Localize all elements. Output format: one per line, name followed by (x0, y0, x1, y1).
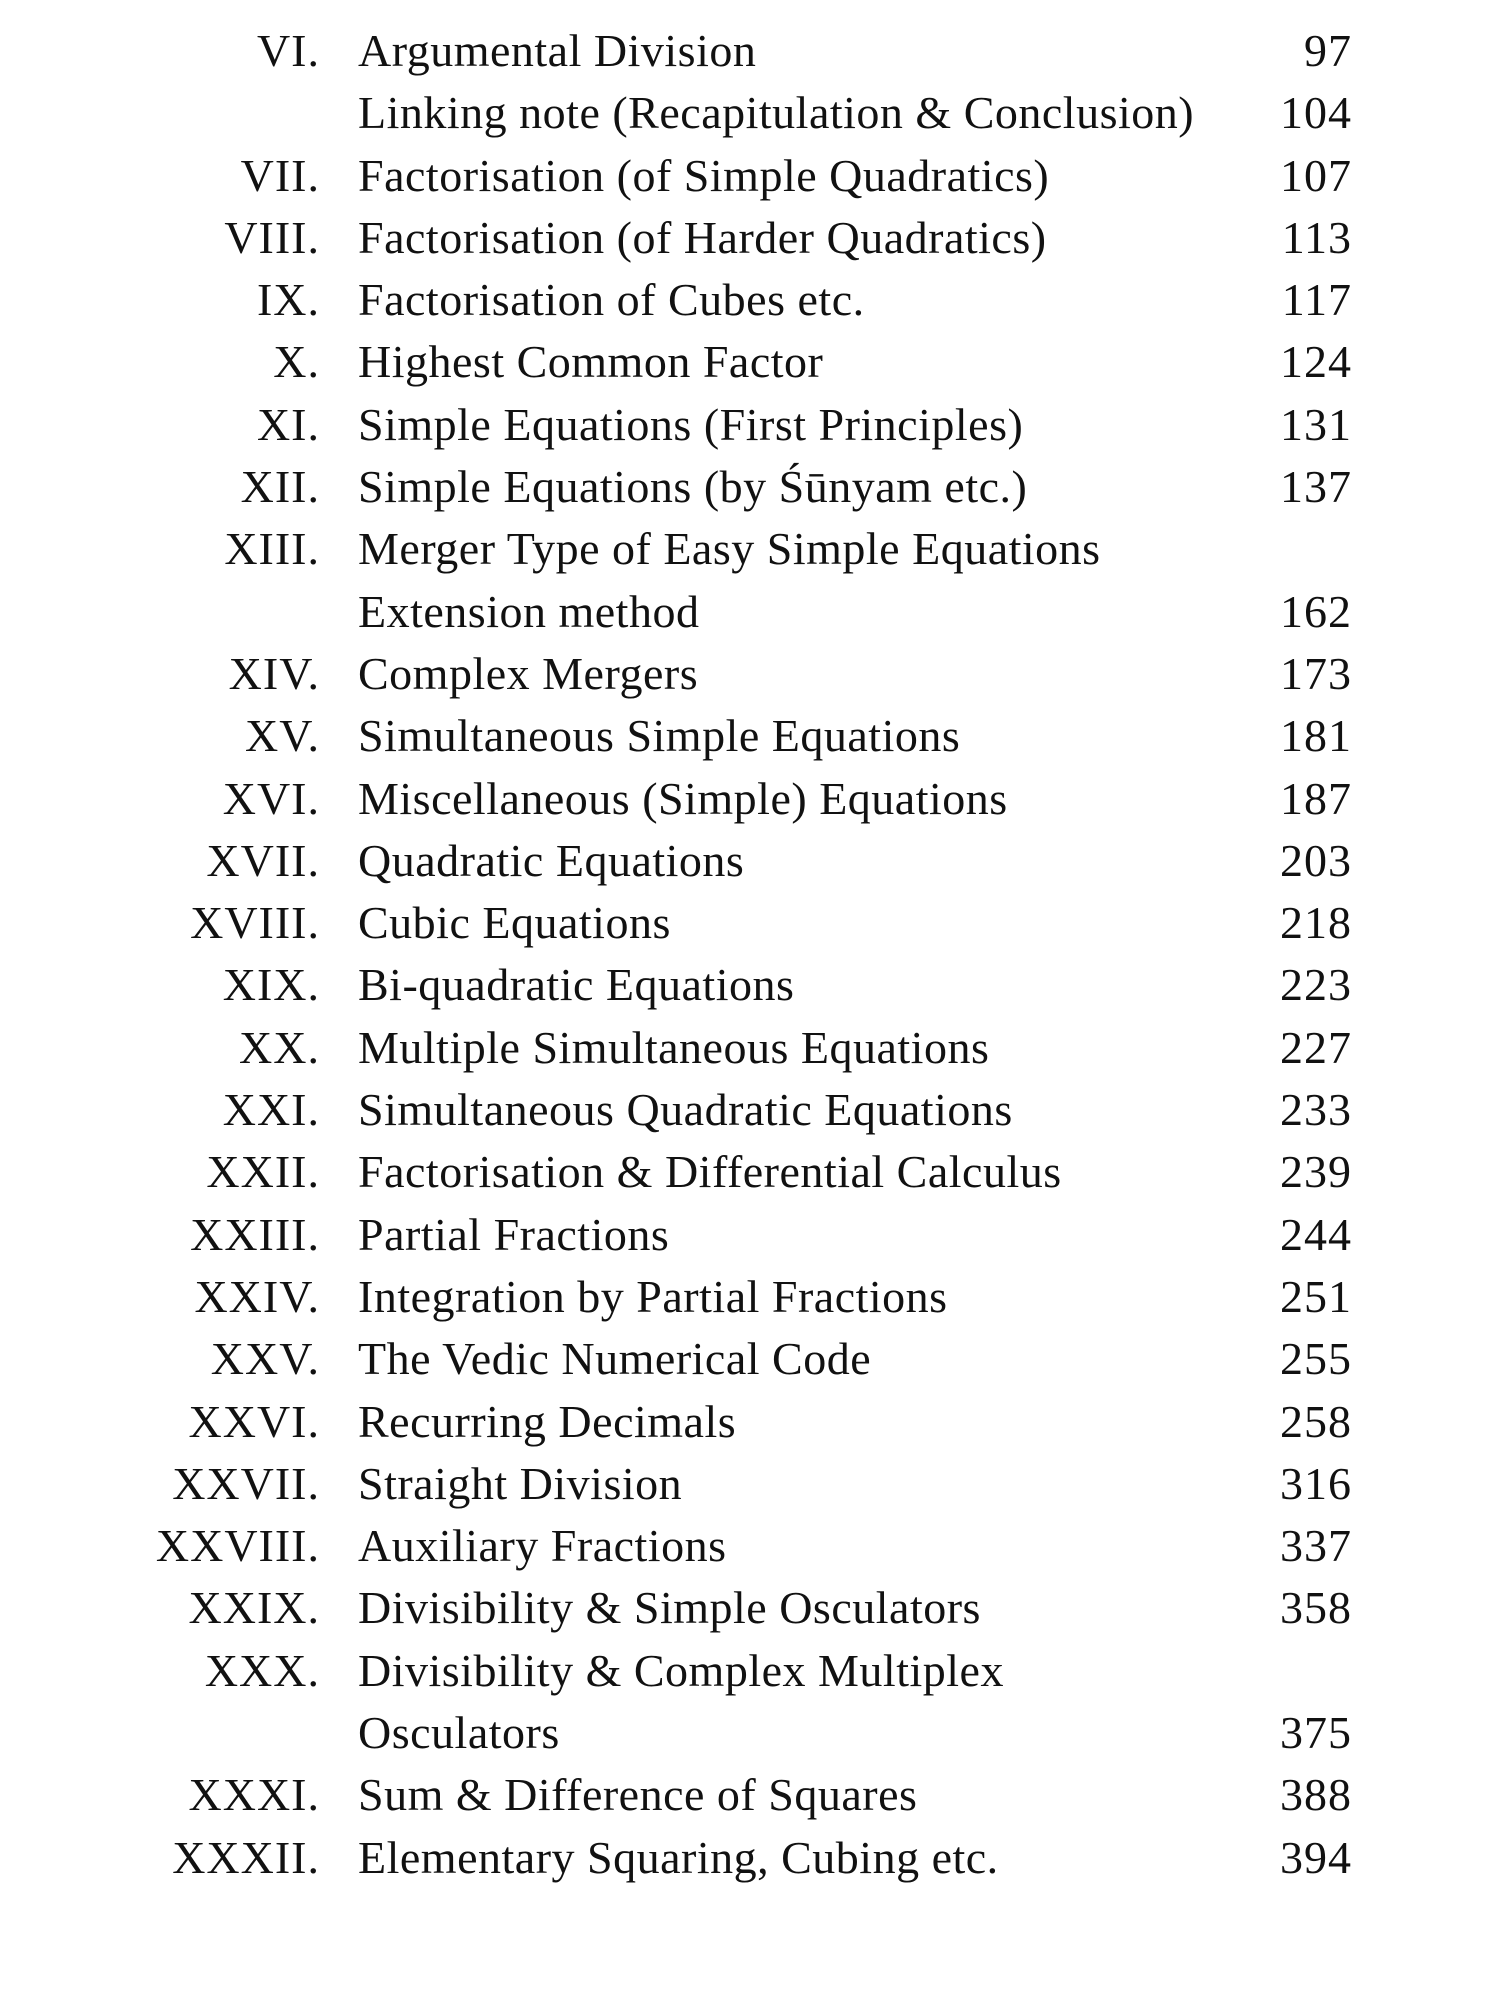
chapter-title: Multiple Simultaneous Equations (358, 1021, 990, 1073)
toc-row (0, 892, 1500, 954)
chapter-number: XXVII. (172, 1457, 320, 1509)
chapter-title: The Vedic Numerical Code (358, 1333, 872, 1385)
chapter-number: XXIX. (188, 1582, 320, 1634)
toc-row (0, 145, 1500, 207)
chapter-title: Quadratic Equations (358, 834, 745, 886)
chapter-number: XXVIII. (155, 1520, 320, 1572)
toc-row (0, 394, 1500, 456)
toc-row (0, 705, 1500, 767)
chapter-number: XVI. (222, 772, 320, 824)
chapter-title: Argumental Division (358, 25, 757, 76)
page-number: 107 (1280, 149, 1352, 201)
chapter-number: XXXI. (188, 1769, 320, 1821)
page-number: 187 (1280, 772, 1352, 824)
page-number: 244 (1280, 1208, 1352, 1260)
chapter-number: XXIII. (190, 1208, 320, 1260)
toc-row (0, 269, 1500, 331)
toc-row (0, 82, 1500, 144)
chapter-number: XXVI. (188, 1395, 320, 1447)
toc-row (0, 1640, 1500, 1702)
toc-row (0, 1577, 1500, 1639)
chapter-number: XXX. (204, 1644, 320, 1696)
page-number: 394 (1280, 1831, 1352, 1883)
chapter-title: Extension method (358, 585, 700, 637)
toc-row (0, 1391, 1500, 1453)
chapter-number: XX. (239, 1021, 320, 1073)
chapter-number: VIII. (224, 211, 320, 263)
toc-row (0, 1079, 1500, 1141)
page-number: 137 (1280, 461, 1352, 513)
toc-row (0, 830, 1500, 892)
chapter-title: Merger Type of Easy Simple Equations (358, 523, 1101, 575)
page-number: 181 (1280, 710, 1352, 762)
toc-row (0, 518, 1500, 580)
chapter-number: XVII. (206, 834, 320, 886)
chapter-title: Simultaneous Quadratic Equations (358, 1084, 1013, 1136)
page-number: 124 (1280, 336, 1352, 388)
toc-row (0, 581, 1500, 643)
toc-row (0, 20, 1500, 82)
chapter-number: XXII. (206, 1146, 320, 1198)
page-number: 104 (1280, 87, 1352, 139)
page-number: 251 (1280, 1270, 1352, 1322)
toc-row (0, 1515, 1500, 1577)
page-number: 358 (1280, 1582, 1352, 1634)
chapter-title: Complex Mergers (358, 647, 699, 699)
toc-row (0, 1141, 1500, 1203)
chapter-number: XXI. (222, 1084, 320, 1136)
chapter-title: Auxiliary Fractions (358, 1520, 727, 1572)
chapter-title: Simultaneous Simple Equations (358, 710, 961, 762)
page-number: 97 (1304, 25, 1352, 76)
chapter-title: Recurring Decimals (358, 1395, 737, 1447)
page-number: 227 (1280, 1021, 1352, 1073)
toc-row (0, 1017, 1500, 1079)
chapter-number: XV. (244, 710, 320, 762)
chapter-title: Linking note (Recapitulation & Conclusion) (358, 87, 1195, 139)
page-number: 162 (1280, 585, 1352, 637)
page-number: 117 (1281, 274, 1352, 326)
toc-row (0, 207, 1500, 269)
chapter-number: VII. (240, 149, 320, 201)
chapter-title: Divisibility & Complex Multiplex (358, 1644, 1004, 1696)
toc-row (0, 1328, 1500, 1390)
page-number: 233 (1280, 1084, 1352, 1136)
chapter-title: Factorisation of Cubes etc. (358, 274, 865, 326)
toc-row (0, 1764, 1500, 1826)
chapter-number: XVIII. (190, 897, 320, 949)
toc-row (0, 1453, 1500, 1515)
page-number: 113 (1281, 211, 1352, 263)
toc-row (0, 1204, 1500, 1266)
chapter-number: VI. (256, 25, 320, 76)
page-number: 375 (1280, 1707, 1352, 1759)
chapter-number: XIX. (222, 959, 320, 1011)
toc-row (0, 1702, 1500, 1764)
toc-row (0, 331, 1500, 393)
page-number: 337 (1280, 1520, 1352, 1572)
page-number: 131 (1280, 398, 1352, 450)
chapter-title: Elementary Squaring, Cubing etc. (358, 1831, 999, 1883)
chapter-number: XIII. (224, 523, 320, 575)
chapter-title: Osculators (358, 1707, 560, 1759)
chapter-title: Integration by Partial Fractions (358, 1270, 948, 1322)
chapter-title: Cubic Equations (358, 897, 671, 949)
chapter-number: IX. (256, 274, 320, 326)
page-number: 255 (1280, 1333, 1352, 1385)
chapter-title: Miscellaneous (Simple) Equations (358, 772, 1008, 824)
chapter-title: Divisibility & Simple Osculators (358, 1582, 981, 1634)
table-of-contents (0, 20, 1500, 1889)
chapter-title: Bi-quadratic Equations (358, 959, 795, 1011)
toc-row (0, 954, 1500, 1016)
chapter-title: Factorisation & Differential Calculus (358, 1146, 1062, 1198)
chapter-title: Simple Equations (by Śūnyam etc.) (358, 461, 1028, 513)
page-number: 316 (1280, 1457, 1352, 1509)
page-number: 203 (1280, 834, 1352, 886)
toc-row (0, 643, 1500, 705)
page-number: 258 (1280, 1395, 1352, 1447)
chapter-number: XII. (240, 461, 320, 513)
chapter-title: Factorisation (of Harder Quadratics) (358, 211, 1047, 263)
chapter-title: Simple Equations (First Principles) (358, 398, 1024, 450)
chapter-number: XXV. (210, 1333, 320, 1385)
chapter-number: XXIV. (194, 1270, 320, 1322)
toc-row (0, 768, 1500, 830)
chapter-title: Highest Common Factor (358, 336, 824, 388)
page-number: 173 (1280, 647, 1352, 699)
page-number: 223 (1280, 959, 1352, 1011)
chapter-number: XIV. (228, 647, 320, 699)
toc-row (0, 456, 1500, 518)
chapter-title: Sum & Difference of Squares (358, 1769, 918, 1821)
chapter-title: Straight Division (358, 1457, 683, 1509)
toc-row (0, 1827, 1500, 1889)
chapter-title: Factorisation (of Simple Quadratics) (358, 149, 1050, 201)
chapter-title: Partial Fractions (358, 1208, 670, 1260)
page-number: 388 (1280, 1769, 1352, 1821)
chapter-number: X. (273, 336, 320, 388)
chapter-number: XI. (256, 398, 320, 450)
chapter-number: XXXII. (172, 1831, 320, 1883)
page-number: 218 (1280, 897, 1352, 949)
toc-row (0, 1266, 1500, 1328)
page-number: 239 (1280, 1146, 1352, 1198)
